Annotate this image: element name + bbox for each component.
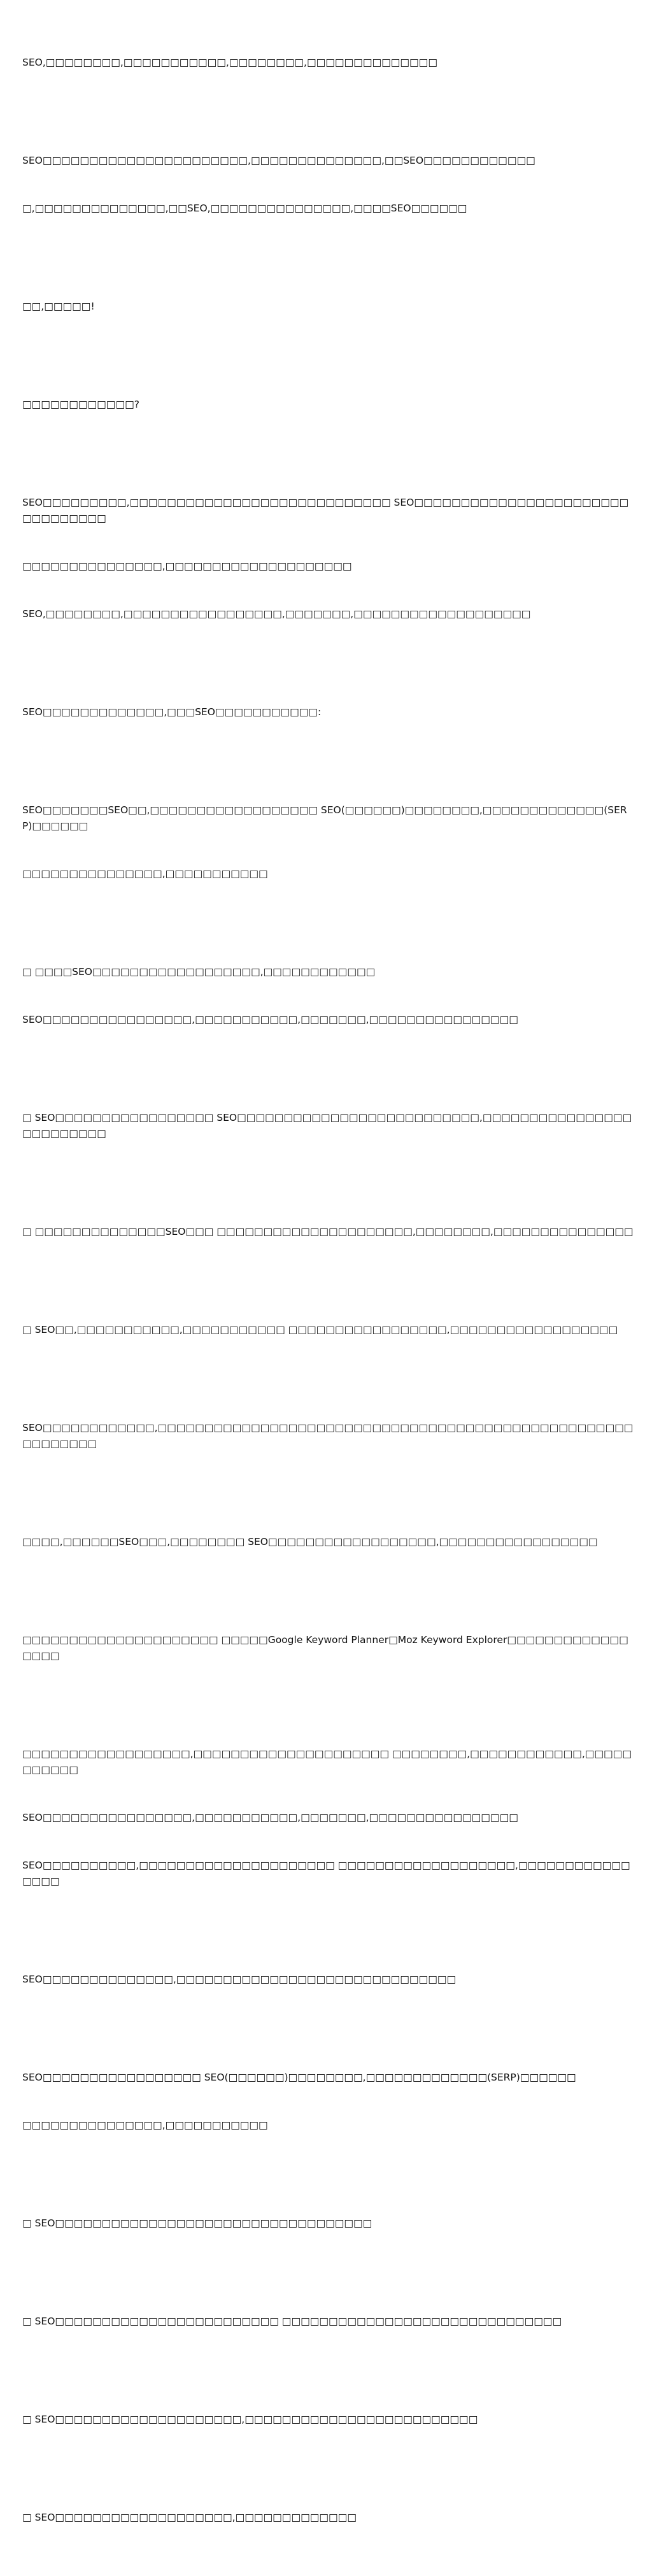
paragraph: [22, 23, 634, 103]
paragraph: [22, 365, 634, 445]
paragraph: [22, 771, 634, 914]
text-line: □□□□□□□□□□□□□□□□□□□□□ □□□□□Google Keyword Planner□Moz Keyword Explorer□□□□□□□□□□□□□□□□□: [22, 1634, 628, 1662]
text-line: □□□□□□□□□□□□□□□,□□□□□□□□□□□: [22, 868, 268, 879]
paragraph: [22, 672, 634, 752]
paragraph: [22, 1714, 634, 1921]
text-line: SEO,□□□□□□□□,□□□□□□□□□□□,□□□□□□□□,□□□□□□□□□□□□□□: [22, 57, 437, 68]
text-line: SEO□□□□□□□□□□□□□□□□□ SEO(□□□□□□)□□□□□□□□,□□□□□□□□□□□□□(SERP)□□□□□□: [22, 2072, 576, 2083]
text-line: □,□□□□□□□□□□□□□□,□□SEO,□□□□□□□□□□□□□□□,□□□□SEO□□□□□□: [22, 203, 467, 214]
paragraph: [22, 1192, 634, 1272]
text-line: □□□□□□□□□□□□?: [22, 399, 139, 410]
document-body: [22, 23, 634, 2576]
paragraph: [22, 1290, 634, 1370]
text-line: □ SEO□□□□□□□□□□□□□□□□□□□□,□□□□□□□□□□□□□□□□□□□□□□□□□: [22, 2414, 478, 2425]
paragraph: [22, 1502, 634, 1582]
text-line: SEO□□□□□□□□□□□□□,□□□SEO□□□□□□□□□□□:: [22, 706, 322, 718]
text-line: SEO,□□□□□□□□,□□□□□□□□□□□□□□□□□,□□□□□□□,□□□□□□□□□□□□□□□□□□□: [22, 608, 531, 620]
text-line: □ SEO□□□□□□□□□□□□□□□□□□□□□□□□□□□□□□□□□□: [22, 2217, 372, 2229]
paragraph: [22, 1940, 634, 2019]
text-line: □ SEO□□□□□□□□□□□□□□□□□□□□□□□□ □□□□□□□□□□□□□□□□□□□□□□□□□□□□□□: [22, 2316, 562, 2327]
text-line: SEO□□□□□□□□□□□□□□,□□□□□□□□□□□□□□□□□□□□□□□□□□□□□□: [22, 1974, 457, 1985]
text-line: SEO□□□□□□□□□□□□,□□□□□□□□□□□□□□□□□□□□□□□□□□□□□□□□□□□□□□□□□□□□□□□□□□□□□□□□□□□: [22, 1422, 634, 1449]
paragraph: [22, 1078, 634, 1174]
text-line: SEO□□□□□□□□□□□□□□□□□□□□□□,□□□□□□□□□□□□□□,□□SEO□□□□□□□□□□□□: [22, 155, 535, 166]
text-line: □□□□□□□□□□□□□□□□□□,□□□□□□□□□□□□□□□□□□□□□ □□□□□□□□,□□□□□□□□□□□□,□□□□□□□□□□□: [22, 1748, 632, 1775]
paragraph: [22, 267, 634, 346]
text-line: □ SEO□□,□□□□□□□□□□□,□□□□□□□□□□□ □□□□□□□□□□□□□□□□□,□□□□□□□□□□□□□□□□□□: [22, 1324, 618, 1335]
paragraph: [22, 932, 634, 1060]
text-line: SEO□□□□□□□□□,□□□□□□□□□□□□□□□□□□□□□□□□□□□□ SEO□□□□□□□□□□□□□□□□□□□□□□□□□□□□□□□□: [22, 497, 629, 524]
text-line: SEO□□□□□□□□□□□□□□□□,□□□□□□□□□□□,□□□□□□□,□□□□□□□□□□□□□□□□: [22, 1014, 518, 1025]
paragraph: [22, 1388, 634, 1484]
text-line: □ □□□□□□□□□□□□□□SEO□□□ □□□□□□□□□□□□□□□□□□□□□,□□□□□□□□,□□□□□□□□□□□□□□□: [22, 1226, 634, 1237]
paragraph: [22, 463, 634, 654]
paragraph: [22, 2038, 634, 2165]
text-line: □□□□□□□□□□□□□□□,□□□□□□□□□□□: [22, 2119, 268, 2131]
text-line: SEO□□□□□□□□□□,□□□□□□□□□□□□□□□□□□□□□ □□□□□□□□□□□□□□□□□□□,□□□□□□□□□□□□□□□□: [22, 1860, 630, 1887]
paragraph: [22, 2184, 634, 2263]
text-line: SEO□□□□□□□□□□□□□□□□,□□□□□□□□□□□,□□□□□□□,□□□□□□□□□□□□□□□□: [22, 1812, 518, 1823]
text-line: □□□□□□□□□□□□□□□,□□□□□□□□□□□□□□□□□□□□: [22, 560, 352, 572]
paragraph: [22, 2282, 634, 2361]
paragraph: [22, 121, 634, 248]
paragraph: [22, 1600, 634, 1696]
paragraph: [22, 2478, 634, 2558]
text-line: □ □□□□SEO□□□□□□□□□□□□□□□□□□,□□□□□□□□□□□□: [22, 966, 376, 978]
text-line: SEO□□□□□□□SEO□□,□□□□□□□□□□□□□□□□□□ SEO(□□□□□□)□□□□□□□□,□□□□□□□□□□□□□(SERP)□□□□□□: [22, 804, 627, 832]
text-line: □□□□,□□□□□□SEO□□□,□□□□□□□□ SEO□□□□□□□□□□□□□□□□□□,□□□□□□□□□□□□□□□□□: [22, 1536, 598, 1548]
text-line: □□,□□□□□!: [22, 301, 95, 312]
text-line: □ SEO□□□□□□□□□□□□□□□□□□□,□□□□□□□□□□□□□: [22, 2512, 357, 2523]
paragraph: [22, 2380, 634, 2459]
text-line: □ SEO□□□□□□□□□□□□□□□□□ SEO□□□□□□□□□□□□□□□□□□□□□□□□□□,□□□□□□□□□□□□□□□□□□□□□□□□□: [22, 1112, 632, 1139]
